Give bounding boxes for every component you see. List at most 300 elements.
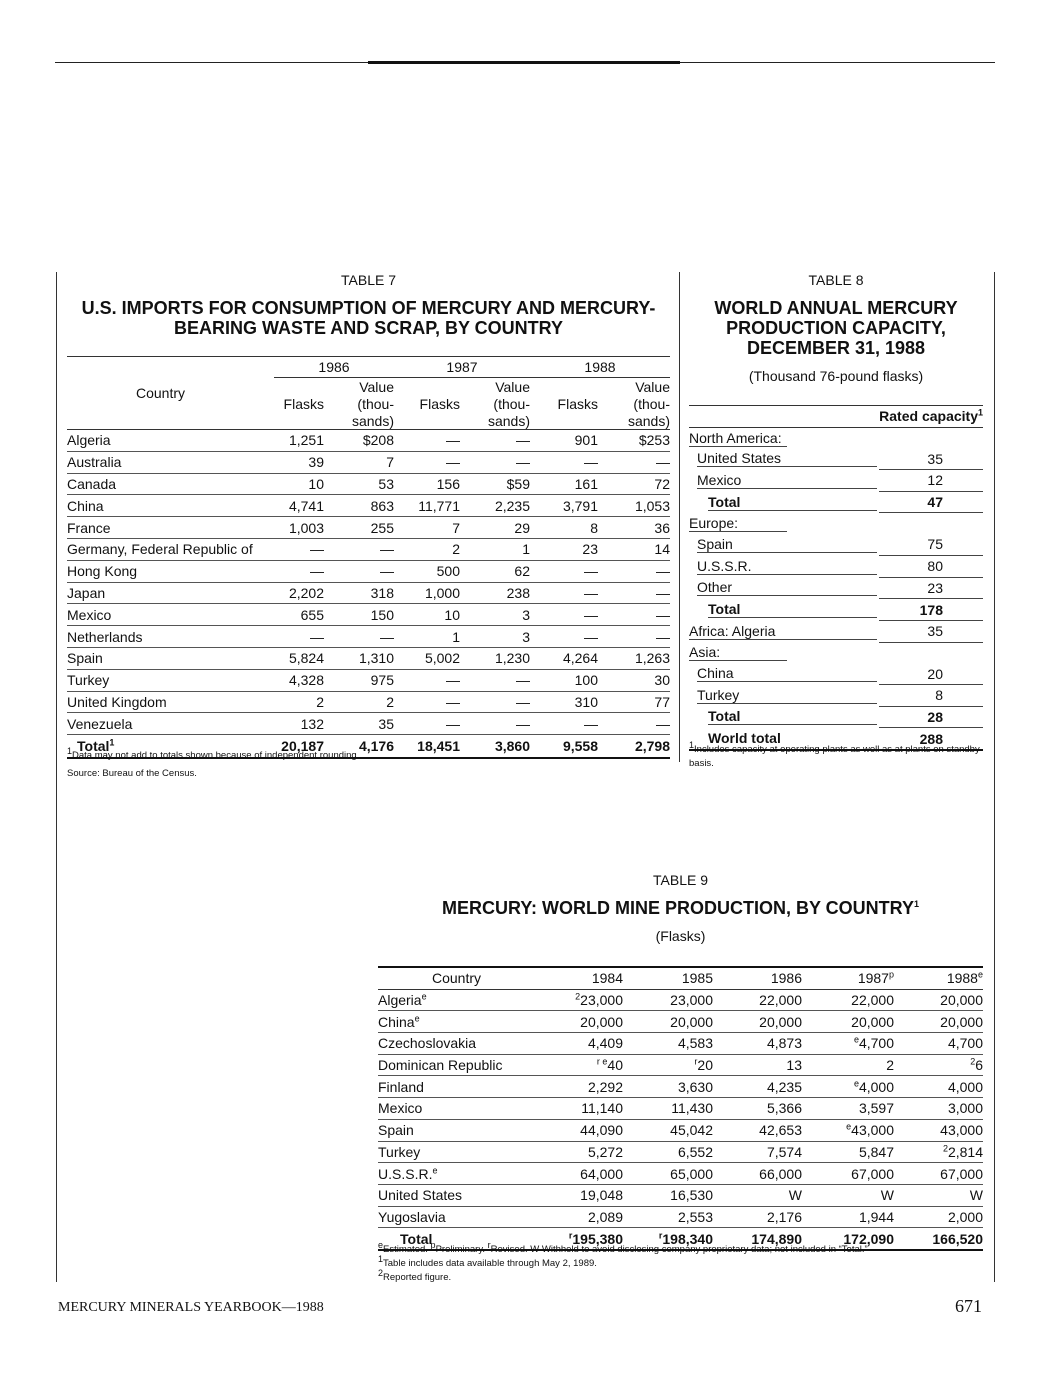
table9-value-cell: 22,000 [802, 989, 894, 1011]
table7-value-cell: 3,791 [530, 495, 598, 517]
table9-country-cell: Spain [378, 1119, 535, 1141]
table9-col-header: 1988e [894, 967, 983, 989]
table7-value-header: sands) [598, 412, 670, 430]
table9-value-cell: 45,042 [623, 1119, 713, 1141]
table7-value-cell: 2 [274, 691, 324, 713]
table9-value-cell: 4,000 [894, 1076, 983, 1098]
table8-label: TABLE 8 [808, 272, 864, 288]
table9-value-cell: 2,000 [894, 1206, 983, 1228]
table7-value-cell: 3 [460, 626, 530, 648]
table7-country-cell: Spain [67, 647, 274, 669]
table7-value-cell: $208 [324, 430, 394, 452]
table7-value-cell: 1,310 [324, 647, 394, 669]
table8-value-cell: 23 [879, 577, 983, 599]
table9-country-cell: Yugoslavia [378, 1206, 535, 1228]
table7-value-cell: — [530, 451, 598, 473]
table7-country-cell: Netherlands [67, 626, 274, 648]
table8-row [689, 620, 983, 642]
table8-row [689, 706, 983, 728]
table8-label-cell [689, 427, 879, 448]
table9-value-cell: $^2$2,814 [894, 1141, 983, 1163]
table8-footnote: $^1$Includes capacity at operating plants as well as at plants on standby basis. [689, 739, 980, 769]
table9-value-cell: 4,409 [535, 1033, 623, 1055]
table8-value-cell: 8 [879, 684, 983, 706]
table9-value-cell: 42,653 [713, 1119, 802, 1141]
table7-year-1987: 1987 [394, 357, 530, 378]
table9-col-header: 1985 [623, 967, 713, 989]
table8-row [689, 534, 983, 555]
table8-value-cell: 288 [879, 728, 983, 750]
table7-country-cell: Venezuela [67, 713, 274, 735]
table7-country-cell: Algeria [67, 430, 274, 452]
table8-value-cell: 178 [879, 599, 983, 621]
table7-value-cell: — [598, 451, 670, 473]
table9-value-cell: 20,000 [713, 1011, 802, 1033]
table7-row [67, 451, 670, 473]
table8-label-cell [689, 555, 879, 577]
table7-value-cell: 1 [460, 538, 530, 560]
table7-value-cell: — [274, 538, 324, 560]
table9-row [378, 1033, 983, 1055]
table8-row [689, 427, 983, 448]
table9-value-cell: 3,630 [623, 1076, 713, 1098]
table9-value-cell: 20,000 [894, 1011, 983, 1033]
table9-value-cell: 2,176 [713, 1206, 802, 1228]
table7-value-cell: 901 [530, 430, 598, 452]
table7-value-cell: — [394, 451, 460, 473]
table7-title [67, 298, 670, 338]
table7-row [67, 582, 670, 604]
table7-value-cell: — [530, 604, 598, 626]
table7-value-header: Value [495, 378, 530, 395]
table9-country-cell: Algeria$^e$ [378, 989, 535, 1011]
table7-flasks-header: Flasks [530, 378, 598, 430]
table7-value-cell: — [460, 451, 530, 473]
table7-value-cell: 255 [324, 517, 394, 539]
table9-col-header: 1984 [535, 967, 623, 989]
table7-value-cell: — [324, 560, 394, 582]
table8-label-text: Total [708, 494, 877, 511]
table9-value-cell: 13 [713, 1054, 802, 1076]
table7-value-cell: 975 [324, 669, 394, 691]
table7-value-cell: — [324, 626, 394, 648]
table9-value-cell: 2,292 [535, 1076, 623, 1098]
table7-title-line1: U.S. IMPORTS FOR CONSUMPTION OF MERCURY AND MERCURY- [81, 298, 656, 318]
table9-country-cell: Dominican Republic [378, 1054, 535, 1076]
table9-value-cell: 22,000 [713, 989, 802, 1011]
table8-label-text: Turkey [697, 687, 877, 704]
table7-country-cell: Turkey [67, 669, 274, 691]
table7-value-cell: 39 [274, 451, 324, 473]
table9-value-cell: 20,000 [623, 1011, 713, 1033]
table8-col-header: Rated capacity$^1$ [879, 406, 983, 428]
table7-value-cell: 2 [394, 538, 460, 560]
table9-value-cell: 3,597 [802, 1098, 894, 1120]
table8-value-cell [879, 642, 983, 663]
table7-value-header: Value [635, 378, 670, 395]
table7-value-cell: — [530, 713, 598, 735]
table8-row [689, 470, 983, 492]
table9-row [378, 1119, 983, 1141]
table7-total-cell: 20,187 [274, 735, 324, 759]
table9-value-cell: 65,000 [623, 1163, 713, 1185]
table7-footnote: $^1$Data may not add to totals shown because of independent rounding. [67, 745, 360, 761]
table8-label-cell [689, 706, 879, 728]
table8-row [689, 448, 983, 469]
table7-value-cell: $253 [598, 430, 670, 452]
table7-value-cell: 29 [460, 517, 530, 539]
table7-country-header: Country [67, 357, 274, 430]
table7-row [67, 473, 670, 495]
table9-total-cell: 172,090 [802, 1228, 894, 1250]
table9-row [378, 989, 983, 1011]
table7-value-cell: 2,235 [460, 495, 530, 517]
table7-value-header: (thou- [633, 395, 670, 412]
table7-value-cell: — [598, 582, 670, 604]
table7-value-header: (thou- [357, 395, 394, 412]
table7-value-cell: 3 [460, 604, 530, 626]
table7-value-cell: — [460, 430, 530, 452]
table8-value-cell: 47 [879, 491, 983, 513]
table7-value-cell: $59 [460, 473, 530, 495]
table9-row [378, 1184, 983, 1206]
column-divider-rule [679, 272, 680, 762]
table7-value-cell: — [598, 713, 670, 735]
table8-subtitle: (Thousand 76-pound flasks) [748, 368, 924, 384]
table7-country-cell: Mexico [67, 604, 274, 626]
table8-label-text: Total [708, 601, 877, 618]
table9-row [378, 1163, 983, 1185]
table7-row [67, 560, 670, 582]
table8-row [689, 663, 983, 684]
table7-value-cell: 7 [394, 517, 460, 539]
table7-row [67, 538, 670, 560]
table9-value-cell: 20,000 [535, 1011, 623, 1033]
table9-value-cell: 16,530 [623, 1184, 713, 1206]
table7-value-cell: — [324, 538, 394, 560]
table7-total-cell: 4,176 [324, 735, 394, 759]
table9-total-cell: 174,890 [713, 1228, 802, 1250]
table7-row [67, 604, 670, 626]
table9-col-header: 1987$^p$ [802, 967, 894, 989]
table7-value-cell: 7 [324, 451, 394, 473]
table9-value-cell: 20,000 [894, 989, 983, 1011]
table7-value-cell: — [598, 604, 670, 626]
table9-value-cell: 6,552 [623, 1141, 713, 1163]
table7-value-cell: — [394, 430, 460, 452]
table9-subtitle: (Flasks) [655, 928, 706, 944]
table9-value-cell: 64,000 [535, 1163, 623, 1185]
table7-flasks-header: Flasks [394, 378, 460, 430]
table9-value-cell: 1,944 [802, 1206, 894, 1228]
right-margin-rule [994, 272, 995, 1282]
table7-total-cell: 2,798 [598, 735, 670, 759]
table7-value-cell: — [460, 713, 530, 735]
table9-country-cell: Mexico [378, 1098, 535, 1120]
table7-value-cell: 77 [598, 691, 670, 713]
table9-value-cell: 66,000 [713, 1163, 802, 1185]
table7-value-cell: — [598, 626, 670, 648]
table7-value-cell: 36 [598, 517, 670, 539]
table9-country-cell: Turkey [378, 1141, 535, 1163]
table9-value-cell: 2,089 [535, 1206, 623, 1228]
table7-value-cell: — [530, 626, 598, 648]
table7-value-cell: 11,771 [394, 495, 460, 517]
table9 [378, 966, 983, 1251]
table9-value-cell: 4,235 [713, 1076, 802, 1098]
table7-row [67, 626, 670, 648]
table9-value-cell: $^e$4,000 [802, 1076, 894, 1098]
table9-value-cell: 43,000 [894, 1119, 983, 1141]
table9-value-cell: $^r$20 [623, 1054, 713, 1076]
table9-value-cell: $^2$23,000 [535, 989, 623, 1011]
table9-total-label: Total [378, 1228, 535, 1250]
table7-source: Source: Bureau of the Census. [67, 768, 197, 779]
table7-value-cell: 156 [394, 473, 460, 495]
table7-value-header: Value [359, 378, 394, 395]
table8-label-text: China [697, 665, 877, 682]
table8-row [689, 555, 983, 577]
table8-title [689, 298, 983, 358]
table7-value-cell: — [394, 669, 460, 691]
table7-row [67, 669, 670, 691]
table8-row [689, 513, 983, 534]
table8-value-cell: 75 [879, 534, 983, 555]
table9-value-cell: 67,000 [802, 1163, 894, 1185]
table7-value-cell: 310 [530, 691, 598, 713]
table8-value-cell: 28 [879, 706, 983, 728]
table9-label: TABLE 9 [653, 872, 708, 888]
table7-value-cell: 30 [598, 669, 670, 691]
table9-value-cell: 5,272 [535, 1141, 623, 1163]
table9-value-cell: $^{r e}$40 [535, 1054, 623, 1076]
table7-value-cell: 72 [598, 473, 670, 495]
table8-label-text: Other [697, 579, 877, 596]
table8-label-cell [689, 448, 879, 469]
table7-total-cell: 18,451 [394, 735, 460, 759]
table8-label-text: Europe: [689, 515, 787, 532]
table9-value-cell: 11,430 [623, 1098, 713, 1120]
table8-label-cell [689, 577, 879, 599]
table9-value-cell: 44,090 [535, 1119, 623, 1141]
table7-row [67, 713, 670, 735]
table8-row [689, 599, 983, 621]
table7-value-cell: 23 [530, 538, 598, 560]
table7-value-cell: 62 [460, 560, 530, 582]
running-footer: MERCURY MINERALS YEARBOOK—1988 [58, 1300, 324, 1315]
table9-value-cell: 3,000 [894, 1098, 983, 1120]
table8-label-text: Asia: [689, 644, 787, 661]
table7-value-cell: 132 [274, 713, 324, 735]
table7-value-cell: — [598, 560, 670, 582]
table7-country-cell: United Kingdom [67, 691, 274, 713]
table8-label-text: U.S.S.R. [697, 558, 877, 575]
table7-country-cell: Japan [67, 582, 274, 604]
table8-row [689, 577, 983, 599]
table9-title: MERCURY: WORLD MINE PRODUCTION, BY COUNTRY$^1$ [441, 898, 919, 918]
table8-title-line3: DECEMBER 31, 1988 [746, 338, 926, 358]
table9-col-header: Country [378, 967, 535, 989]
table7-country-cell: China [67, 495, 274, 517]
table8-value-cell: 12 [879, 470, 983, 492]
table7-value-cell: 14 [598, 538, 670, 560]
left-margin-rule [56, 272, 57, 1282]
table9-value-cell: $^e$4,700 [802, 1033, 894, 1055]
table9-row [378, 1206, 983, 1228]
top-rule-accent [368, 61, 680, 64]
table8-label-text: World total [708, 730, 781, 747]
table8-title-line1: WORLD ANNUAL MERCURY [714, 298, 958, 318]
table8-title-line2: PRODUCTION CAPACITY, [726, 318, 946, 338]
table7-value-header: sands) [460, 412, 530, 430]
table9-value-cell: 67,000 [894, 1163, 983, 1185]
table9-total-cell: 166,520 [894, 1228, 983, 1250]
table9-value-cell: 4,583 [623, 1033, 713, 1055]
table7-country-cell: Australia [67, 451, 274, 473]
table9-country-cell: United States [378, 1184, 535, 1206]
table9-value-cell: 20,000 [802, 1011, 894, 1033]
table7-year-1986: 1986 [274, 357, 394, 378]
table7-total-cell: 9,558 [530, 735, 598, 759]
table8-value-cell: 80 [879, 555, 983, 577]
table8-label-text: Spain [697, 536, 877, 553]
table9-value-cell: 23,000 [623, 989, 713, 1011]
table7-value-cell: 863 [324, 495, 394, 517]
table7-value-cell: 5,824 [274, 647, 324, 669]
table7-value-cell: 4,328 [274, 669, 324, 691]
table9-value-cell: $^e$43,000 [802, 1119, 894, 1141]
table7-value-cell: 1,263 [598, 647, 670, 669]
table9-value-cell: 5,366 [713, 1098, 802, 1120]
table8-value-cell: 20 [879, 663, 983, 684]
table8-label-cell [689, 534, 879, 555]
table8-value-cell: 35 [879, 620, 983, 642]
table9-total-cell: $^r$198,340 [623, 1228, 713, 1250]
table9-value-cell: 19,048 [535, 1184, 623, 1206]
table7-label: TABLE 7 [341, 272, 396, 288]
table7-title-line2: BEARING WASTE AND SCRAP, BY COUNTRY [173, 318, 564, 338]
table8-row [689, 642, 983, 663]
table8-label-text: Mexico [697, 472, 877, 489]
table9-country-cell: China$^e$ [378, 1011, 535, 1033]
table9-value-cell: 4,873 [713, 1033, 802, 1055]
table7-value-cell: 655 [274, 604, 324, 626]
table8-label-cell [689, 684, 879, 706]
table8-label-cell [689, 642, 879, 663]
table8-row [689, 491, 983, 513]
table9-total-cell: $^r$195,380 [535, 1228, 623, 1250]
table7-value-cell: — [394, 691, 460, 713]
table9-value-cell: 5,847 [802, 1141, 894, 1163]
table9-row [378, 1011, 983, 1033]
table8-label-text: Total [708, 708, 877, 725]
table8-label-text: North America: [689, 430, 787, 447]
table9-country-cell: Finland [378, 1076, 535, 1098]
table7-value-cell: 1,003 [274, 517, 324, 539]
table7-value-cell: 35 [324, 713, 394, 735]
table7-value-cell: 10 [394, 604, 460, 626]
table9-value-cell: $^2$6 [894, 1054, 983, 1076]
table8-row [689, 684, 983, 706]
table9-country-cell: U.S.S.R.$^e$ [378, 1163, 535, 1185]
table9-row [378, 1141, 983, 1163]
table7-row [67, 517, 670, 539]
table8 [689, 405, 983, 751]
table8-label-cell [689, 513, 879, 534]
table7-row [67, 495, 670, 517]
table7-value-header: (thou- [493, 395, 530, 412]
table7-value-cell: — [274, 626, 324, 648]
table8-value-cell [879, 513, 983, 534]
table7-value-header: sands) [324, 412, 394, 430]
table7-value-cell: 10 [274, 473, 324, 495]
table7-value-cell: 238 [460, 582, 530, 604]
table9-row [378, 1054, 983, 1076]
table8-label-cell [689, 620, 879, 642]
table7-value-cell: 100 [530, 669, 598, 691]
table9-value-cell: 7,574 [713, 1141, 802, 1163]
table7 [67, 356, 670, 759]
table7-value-cell: — [460, 691, 530, 713]
table7-row [67, 691, 670, 713]
table7-value-cell: 150 [324, 604, 394, 626]
table7-value-cell: 1,230 [460, 647, 530, 669]
table7-value-cell: — [530, 582, 598, 604]
table7-row [67, 647, 670, 669]
table7-value-cell: 1,053 [598, 495, 670, 517]
table9-row [378, 1076, 983, 1098]
table9-country-cell: Czechoslovakia [378, 1033, 535, 1055]
table7-value-cell: 500 [394, 560, 460, 582]
table8-value-cell: 35 [879, 448, 983, 469]
table9-value-cell: 11,140 [535, 1098, 623, 1120]
table7-value-cell: 1 [394, 626, 460, 648]
table7-value-cell: 161 [530, 473, 598, 495]
table7-value-cell: 4,264 [530, 647, 598, 669]
table7-row [67, 430, 670, 452]
table7-flasks-header: Flasks [274, 378, 324, 430]
table7-year-1988: 1988 [530, 357, 670, 378]
table7-value-cell: 4,741 [274, 495, 324, 517]
table7-value-cell: 318 [324, 582, 394, 604]
table9-row [378, 1098, 983, 1120]
table8-label-cell [689, 491, 879, 513]
table7-country-cell: France [67, 517, 274, 539]
table9-value-cell: W [894, 1184, 983, 1206]
table9-value-cell: 2 [802, 1054, 894, 1076]
table7-country-cell: Germany, Federal Republic of [67, 538, 274, 560]
table8-label-text: Africa: Algeria [689, 623, 877, 640]
table7-value-cell: 1,251 [274, 430, 324, 452]
table7-value-cell: — [460, 669, 530, 691]
table7-value-cell: 2 [324, 691, 394, 713]
table9-col-header: 1986 [713, 967, 802, 989]
table8-label-text: United States [697, 450, 877, 467]
table7-value-cell: 1,000 [394, 582, 460, 604]
table7-value-cell: 8 [530, 517, 598, 539]
table7-value-cell: 53 [324, 473, 394, 495]
table7-country-cell: Hong Kong [67, 560, 274, 582]
table7-value-cell: — [394, 713, 460, 735]
table8-value-cell [879, 427, 983, 448]
table9-value-cell: 4,700 [894, 1033, 983, 1055]
table9-footnote-legend: $^e$Estimated. $^p$Preliminary. $^r$Revised. W Withheld to avoid disclosing company proprietary data; not included in “Total.” [378, 1239, 868, 1255]
table9-header-row [378, 967, 983, 989]
table7-country-cell: Canada [67, 473, 274, 495]
table9-footnote-2: $^2$Reported figure. [378, 1267, 452, 1283]
table7-value-cell: 2,202 [274, 582, 324, 604]
table7-value-cell: — [274, 560, 324, 582]
